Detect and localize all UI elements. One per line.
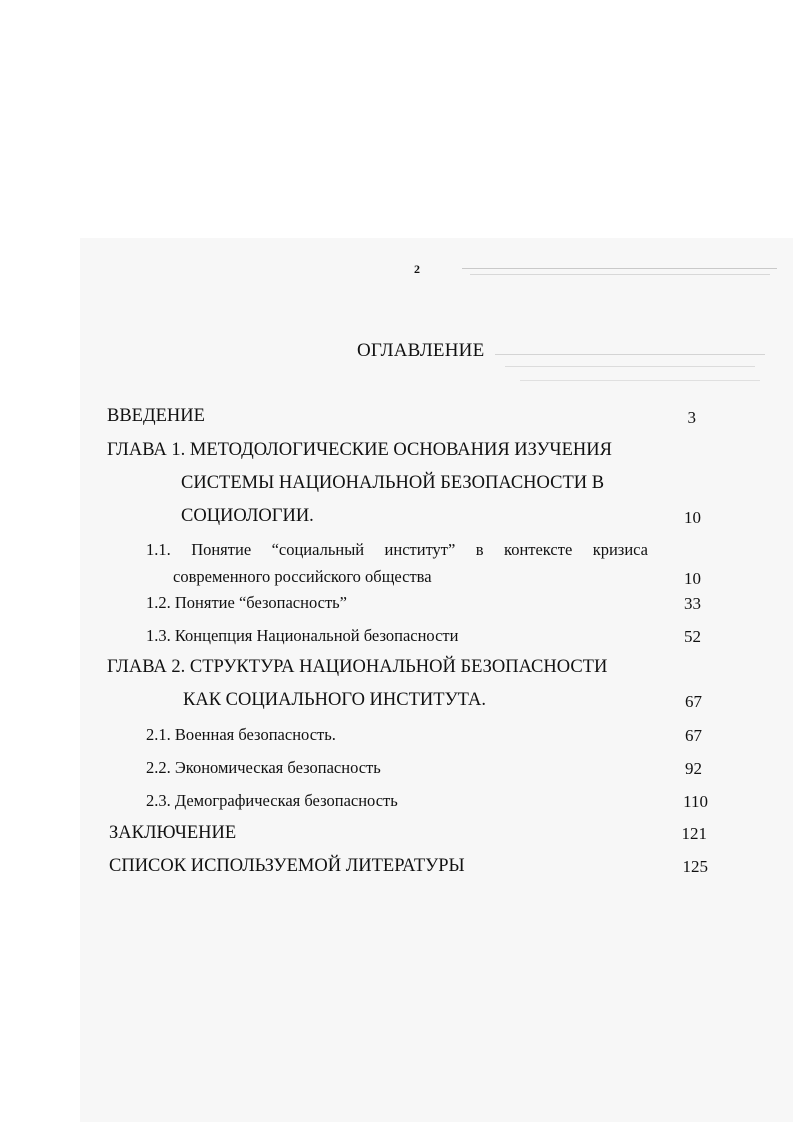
toc-page-section-2-1: 67 bbox=[685, 726, 702, 745]
toc-page-section-2-2: 92 bbox=[685, 759, 702, 778]
toc-section-1-3: 1.3. Концепция Национальной безопасности bbox=[146, 626, 459, 645]
toc-page-section-1-3: 52 bbox=[684, 627, 701, 646]
toc-section-2-2: 2.2. Экономическая безопасность bbox=[146, 758, 381, 777]
toc-section-2-3: 2.3. Демографическая безопасность bbox=[146, 791, 398, 810]
scanned-page-area bbox=[80, 238, 793, 1122]
toc-chapter-1-line-2: СИСТЕМЫ НАЦИОНАЛЬНОЙ БЕЗОПАСНОСТИ В bbox=[181, 473, 605, 493]
toc-page-section-1-1: 10 bbox=[684, 569, 701, 588]
scan-artifact bbox=[462, 268, 777, 269]
toc-page-intro: 3 bbox=[687, 408, 696, 427]
scan-artifact bbox=[505, 366, 755, 367]
scan-artifact bbox=[520, 380, 760, 381]
toc-section-1-2: 1.2. Понятие “безопасность” bbox=[146, 593, 347, 612]
toc-section-1-1-line-1: 1.1. Понятие “социальный институт” в контексте кризиса bbox=[146, 540, 648, 559]
toc-page-chapter-2: 67 bbox=[685, 692, 702, 711]
toc-chapter-2-line-1: ГЛАВА 2. СТРУКТУРА НАЦИОНАЛЬНОЙ БЕЗОПАСНОСТИ bbox=[107, 657, 608, 677]
scan-artifact bbox=[495, 354, 765, 355]
toc-page-section-1-2: 33 bbox=[684, 594, 701, 613]
toc-chapter-2-line-2: КАК СОЦИАЛЬНОГО ИНСТИТУТА. bbox=[183, 690, 487, 710]
toc-section-1-1-line-2: современного российского общества bbox=[173, 567, 432, 586]
toc-section-2-1: 2.1. Военная безопасность. bbox=[146, 725, 336, 744]
toc-page-chapter-1: 10 bbox=[684, 508, 701, 527]
toc-page-references: 125 bbox=[682, 857, 708, 876]
toc-page-conclusion: 121 bbox=[681, 824, 707, 843]
page-title: ОГЛАВЛЕНИЕ bbox=[357, 340, 485, 361]
toc-chapter-1-line-1: ГЛАВА 1. МЕТОДОЛОГИЧЕСКИЕ ОСНОВАНИЯ ИЗУЧЕНИЯ bbox=[107, 440, 612, 460]
toc-chapter-1-line-3: СОЦИОЛОГИИ. bbox=[181, 506, 314, 526]
toc-entry-conclusion: ЗАКЛЮЧЕНИЕ bbox=[109, 823, 237, 843]
toc-entry-intro: ВВЕДЕНИЕ bbox=[107, 406, 205, 426]
scan-artifact bbox=[470, 274, 770, 275]
toc-entry-references: СПИСОК ИСПОЛЬЗУЕМОЙ ЛИТЕРАТУРЫ bbox=[109, 856, 465, 876]
toc-page-section-2-3: 110 bbox=[683, 792, 708, 811]
page-number: 2 bbox=[414, 262, 420, 276]
